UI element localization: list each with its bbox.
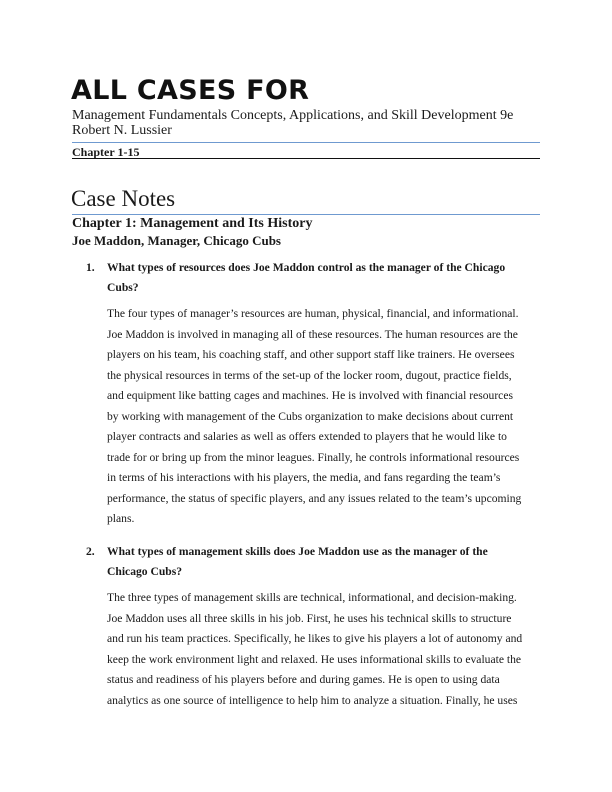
answer-line: player contracts and salaries as well as offers extended to players that he would like to bbox=[107, 430, 507, 444]
chapter-range: Chapter 1-15 bbox=[72, 145, 140, 159]
answer-line: by working with management of the Cubs organization to make decisions about current bbox=[107, 409, 514, 423]
case-heading: Joe Maddon, Manager, Chicago Cubs bbox=[72, 233, 281, 248]
book-author: Robert N. Lussier bbox=[72, 123, 172, 138]
answer-line: and run his team practices. Specifically, he likes to give his players a lot of autonomy and bbox=[107, 632, 523, 646]
book-subtitle: Management Fundamentals Concepts, Applications, and Skill Development 9e bbox=[72, 108, 514, 123]
answer-2 bbox=[107, 588, 543, 711]
answer-line: The four types of manager’s resources are human, physical, financial, and informational. bbox=[107, 307, 519, 320]
section-divider bbox=[72, 214, 540, 215]
answer-line: keep the work environment light and relaxed. He uses informational skills to evaluate the bbox=[107, 652, 522, 666]
header-divider bbox=[72, 142, 540, 143]
answer-line: players on his team, his coaching staff, and other support staff like trainers. He oversees bbox=[107, 348, 515, 362]
question-text: What types of resources does Joe Maddon control as the manager of the Chicago bbox=[107, 261, 506, 274]
answer-line: Joe Maddon uses all three skills in his job. First, he uses his technical skills to structure bbox=[107, 611, 512, 625]
chapter-heading: Chapter 1: Management and Its History bbox=[72, 216, 313, 231]
answer-line: and equipment like batting cages and machines. He is involved with financial resources bbox=[107, 389, 513, 403]
answer-1 bbox=[107, 304, 543, 530]
document-title: ALL CASES FOR bbox=[71, 75, 310, 106]
section-title: Case Notes bbox=[71, 186, 176, 211]
header-bottom-rule bbox=[72, 158, 540, 159]
answer-line: Joe Maddon is involved in managing all of these resources. The human resources are the bbox=[107, 327, 518, 341]
answer-line: in terms of his interactions with his players, the media, and fans regarding the team’s bbox=[107, 471, 501, 485]
question-2 bbox=[86, 542, 526, 582]
answer-line: the physical resources in terms of the set-up of the locker room, dugout, practice fields, bbox=[107, 368, 512, 382]
answer-line: status and readiness of his players before and during games. He is open to using data bbox=[107, 673, 500, 687]
answer-line: performance, the status of specific players, and any issues related to the team’s upcoming bbox=[107, 491, 522, 505]
question-1 bbox=[86, 258, 526, 298]
answer-line: The three types of management skills are technical, informational, and decision-making. bbox=[107, 591, 517, 604]
answer-line: trade for or bring up from the minor leagues. Finally, he controls informational resources bbox=[107, 450, 520, 464]
question-text-continued: Cubs? bbox=[107, 281, 139, 294]
question-text: What types of management skills does Joe Maddon use as the manager of the bbox=[107, 545, 488, 558]
question-number: 2. bbox=[86, 545, 95, 558]
question-number: 1. bbox=[86, 261, 95, 274]
answer-line: analytics as one source of intelligence to help him to analyze a situation. Finally, he uses bbox=[107, 693, 518, 707]
answer-line: plans. bbox=[107, 512, 135, 526]
question-text-continued: Chicago Cubs? bbox=[107, 565, 183, 578]
